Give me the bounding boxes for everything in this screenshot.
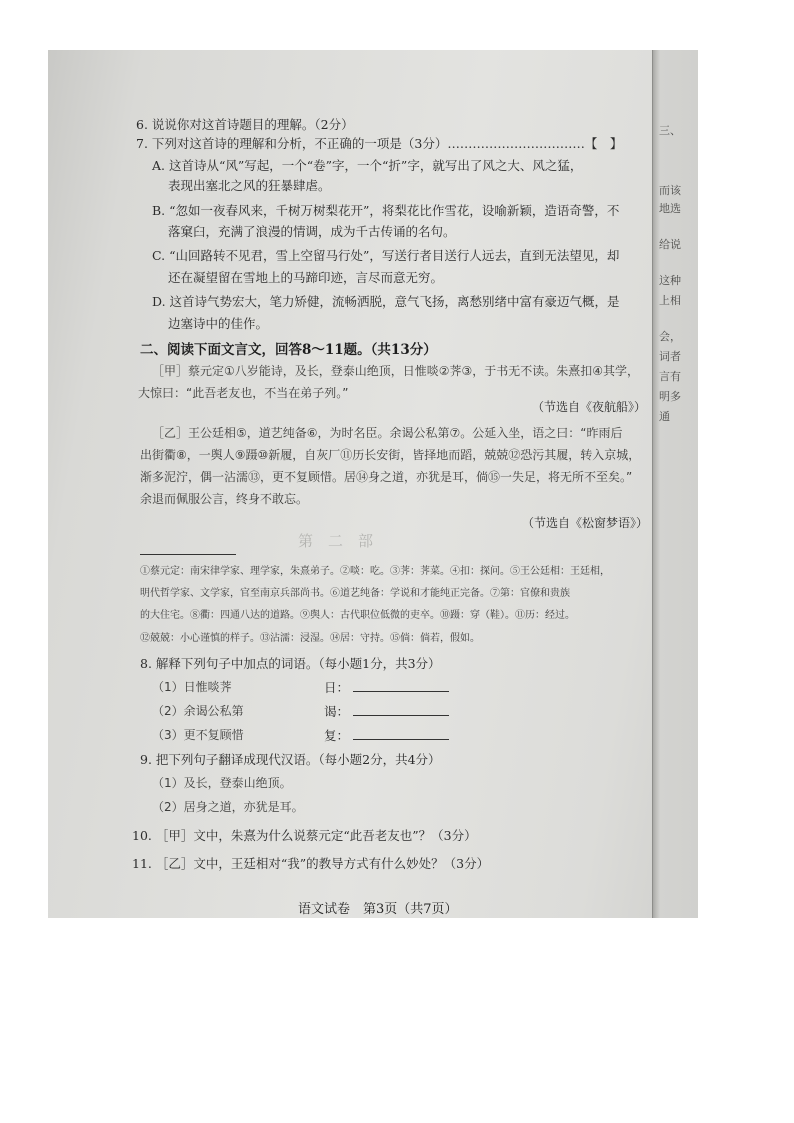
footnote-line2: 明代哲学家、文学家，官至南京兵部尚书。⑥道艺纯备：学说和才能纯正完备。⑦第：官僚和贵族 [140, 588, 570, 599]
next-page-fragment-9: 言有 [659, 370, 681, 383]
next-page-fragment-1: 三、 [659, 124, 681, 137]
q8-key-3: 复： [324, 728, 350, 743]
q9-item-2: （2）居身之道，亦犹是耳。 [152, 800, 304, 814]
passage-yi-line4: 余退而佩服公言，终身不敢忘。 [140, 492, 309, 506]
question-7-stem: 7. 下列对这首诗的理解和分析，不正确的一项是（3分）……………………………【 】 [136, 136, 623, 151]
q8-item-2: （2）余谒公私第 [152, 704, 244, 718]
footnote-line3: 的大住宅。⑧衢：四通八达的道路。⑨舆人：古代职位低微的吏卒。⑩蹑：穿（鞋）。⑪历：经过。 [140, 610, 575, 621]
q8-key-1: 日： [324, 680, 350, 695]
scanned-photo [48, 50, 698, 918]
passage-yi-line3: 渐多泥泞，偶一沾濡⑬，更不复顾惜。居⑭身之道，亦犹是耳，倘⑮一失足，将无所不至矣。” [140, 470, 633, 484]
q8-item-1: （1）日惟啖荠 [152, 680, 232, 694]
q8-blank-2[interactable] [353, 704, 449, 716]
passage-yi-line2: 出街衢⑧，一舆人⑨蹑⑩新履，自灰厂⑪历长安街，皆择地而蹈，兢兢⑫恐污其履，转入京城， [140, 448, 641, 462]
option-d-line2: 边塞诗中的佳作。 [168, 316, 269, 331]
question-8-stem: 8. 解释下列句子中加点的词语。（每小题1分，共3分） [140, 656, 441, 671]
passage-jia-line2: 大惊曰：“此吾老友也，不当在弟子列。” [138, 386, 349, 400]
option-c-line1: C. “山回路转不见君，雪上空留马行处”，写送行者目送行人远去，直到无法望见，却 [152, 248, 620, 263]
section-2-heading: 二、阅读下面文言文，回答8～11题。（共13分） [140, 342, 437, 358]
footnote-rule [140, 554, 236, 555]
q8-blank-3[interactable] [353, 728, 449, 740]
exam-page [48, 50, 652, 918]
next-page-fragment-7: 会， [659, 330, 681, 343]
question-10: 10. ［甲］文中，朱熹为什么说蔡元定“此吾老友也”？（3分） [132, 828, 477, 843]
next-page-fragment-5: 这种 [659, 274, 681, 287]
passage-yi-source: （节选自《松窗梦语》） [522, 516, 649, 530]
next-page-fragment-3: 地选 [659, 202, 681, 215]
option-a-line2: 表现出塞北之风的狂暴肆虐。 [168, 178, 331, 193]
q9-item-1: （1）及长，登泰山绝顶。 [152, 776, 292, 790]
footnote-line4: ⑫兢兢：小心谨慎的样子。⑬沾濡：浸湿。⑭居：守持。⑮倘：倘若，假如。 [140, 633, 480, 644]
passage-jia-source: （节选自《夜航船》） [532, 400, 647, 414]
next-page-fragment-8: 词者 [659, 350, 681, 363]
next-page-fragment-2: 而该 [659, 184, 681, 197]
next-page-fragment-10: 明多 [659, 390, 681, 403]
q8-key-2: 谒： [324, 704, 350, 719]
page-footer: 语文试卷 第3页（共7页） [298, 902, 458, 917]
q8-answer-2 [324, 704, 449, 719]
q8-answer-3 [324, 728, 449, 743]
question-6: 6. 说说你对这首诗题目的理解。（2分） [136, 117, 354, 132]
next-page-fragment-6: 上相 [659, 294, 681, 307]
option-a-line1: A. 这首诗从“风”写起，一个“卷”字，一个“折”字，就写出了风之大、风之猛， [152, 158, 583, 173]
passage-yi-line1: ［乙］王公廷相⑤，道艺纯备⑥，为时名臣。余谒公私第⑦。公延入坐，语之曰：“昨雨后 [152, 426, 623, 440]
question-9-stem: 9. 把下列句子翻译成现代汉语。（每小题2分，共4分） [140, 752, 441, 767]
q8-item-3: （3）更不复顾惜 [152, 728, 244, 742]
option-b-line1: B. “忽如一夜春风来，千树万树梨花开”，将梨花比作雪花，设喻新颖，造语奇警，不 [152, 203, 620, 218]
q8-answer-1 [324, 680, 449, 695]
footnote-line1: ①蔡元定：南宋律学家、理学家，朱熹弟子。②啖：吃。③荠：荠菜。④扣：探问。⑤王公廷相：王廷相， [140, 566, 610, 577]
passage-jia-line1: ［甲］蔡元定①八岁能诗，及长，登泰山绝顶，日惟啖②荠③，于书无不读。朱熹扣④其学， [152, 364, 640, 378]
question-11: 11. ［乙］文中，王廷相对“我”的教导方式有什么妙处？（3分） [132, 856, 490, 871]
next-page-fragment-11: 通 [659, 410, 670, 423]
q8-blank-1[interactable] [353, 680, 449, 692]
next-page-edge [652, 50, 698, 918]
option-d-line1: D. 这首诗气势宏大，笔力矫健，流畅洒脱，意气飞扬，离愁别绪中富有豪迈气概，是 [152, 294, 620, 309]
option-b-line2: 落窠臼，充满了浪漫的情调，成为千古传诵的名句。 [168, 224, 456, 239]
option-c-line2: 还在凝望留在雪地上的马蹄印迹，言尽而意无穷。 [168, 270, 444, 285]
faded-heading: 第 二 部 [298, 532, 374, 550]
next-page-fragment-4: 给说 [659, 238, 681, 251]
